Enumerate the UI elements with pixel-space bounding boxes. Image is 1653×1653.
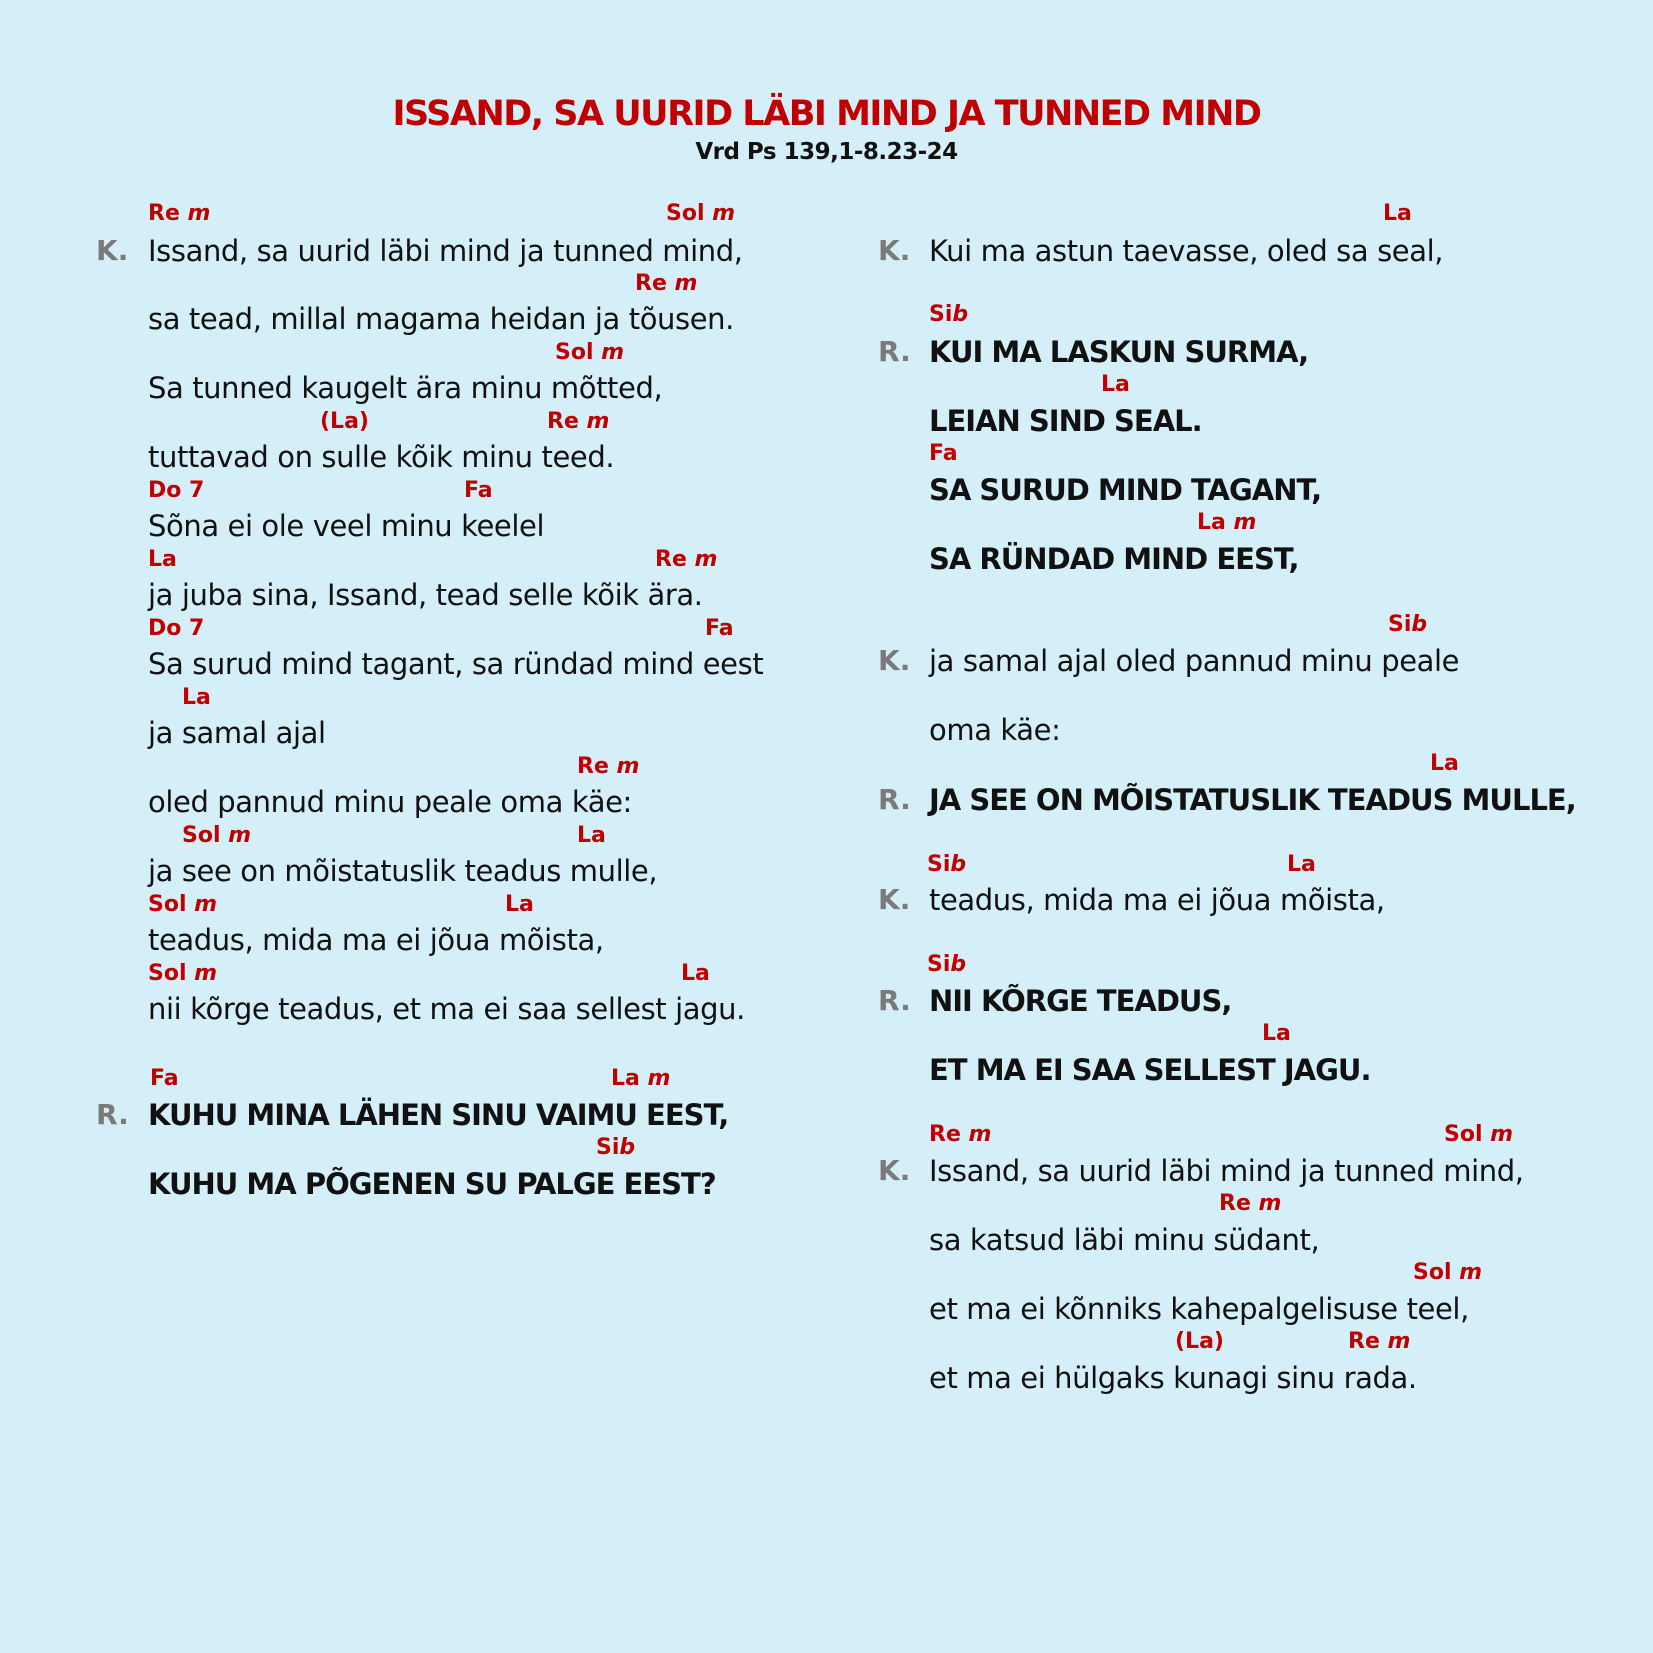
chord-sol-minor: Sol m [555, 340, 625, 365]
chord-fa: Fa [150, 1066, 179, 1091]
chord-la: La [1383, 201, 1412, 226]
chord-sol-minor: Sol m [148, 892, 218, 917]
refrain-line: KUI MA LASKUN SURMA, [929, 335, 1309, 369]
chord-fa: Fa [929, 441, 958, 466]
lyric-line: Issand, sa uurid läbi mind ja tunned mind, [929, 1154, 1524, 1188]
chord-sol-minor: Sol m [1413, 1260, 1483, 1285]
role-cantor: K. [878, 644, 911, 677]
refrain-line: JA SEE ON MÕISTATUSLIK TEADUS MULLE, [929, 783, 1576, 817]
refrain-line: KUHU MINA LÄHEN SINU VAIMU EEST, [148, 1098, 729, 1132]
chord-sol-minor: Sol m [148, 961, 218, 986]
chord-la-minor: La m [611, 1066, 671, 1091]
refrain-line: SA SURUD MIND TAGANT, [929, 473, 1322, 507]
role-response: R. [878, 783, 911, 816]
song-reference: Vrd Ps 139,1-8.23-24 [695, 139, 958, 165]
role-response: R. [96, 1098, 129, 1131]
chord-la: La [1101, 372, 1130, 397]
chord-la-optional: (La) [1175, 1329, 1224, 1354]
lyric-line: et ma ei hülgaks kunagi sinu rada. [929, 1361, 1417, 1395]
lyric-line: Issand, sa uurid läbi mind ja tunned mind, [148, 234, 743, 268]
chord-la: La [148, 547, 177, 572]
lyric-line: tuttavad on sulle kõik minu teed. [148, 440, 615, 474]
chord-la-optional: (La) [320, 409, 369, 434]
chord-la: La [681, 961, 710, 986]
chord-re-minor: Re m [547, 409, 610, 434]
lyric-line: nii kõrge teadus, et ma ei saa sellest jagu. [148, 992, 745, 1026]
chord-fa: Fa [464, 478, 493, 503]
refrain-line: LEIAN SIND SEAL. [929, 404, 1202, 438]
lyric-line: ja samal ajal oled pannud minu peale [929, 644, 1460, 678]
lyric-line: oma käe: [929, 713, 1061, 747]
chord-re-minor: Re m [635, 271, 698, 296]
chord-si-flat: Sib [927, 852, 967, 877]
chord-la: La [1262, 1021, 1291, 1046]
chord-fa: Fa [705, 616, 734, 641]
role-cantor: K. [878, 883, 911, 916]
lyric-line: ja juba sina, Issand, tead selle kõik ära. [148, 578, 703, 612]
lyric-line: sa katsud läbi minu südant, [929, 1223, 1320, 1257]
refrain-line: SA RÜNDAD MIND EEST, [929, 542, 1299, 576]
refrain-line: KUHU MA PÕGENEN SU PALGE EEST? [148, 1167, 716, 1201]
lyric-line: teadus, mida ma ei jõua mõista, [148, 923, 604, 957]
lyric-line: ja see on mõistatuslik teadus mulle, [148, 854, 658, 888]
chord-sol-minor: Sol m [182, 823, 252, 848]
lyric-line: Sõna ei ole veel minu keelel [148, 509, 545, 543]
chord-si-flat: Sib [927, 952, 967, 977]
chord-do7: Do 7 [148, 478, 205, 503]
chord-re-minor: Re m [655, 547, 718, 572]
role-cantor: K. [878, 1154, 911, 1187]
lyric-line: ja samal ajal [148, 716, 326, 750]
chord-la: La [182, 685, 211, 710]
lyric-line: et ma ei kõnniks kahepalgelisuse teel, [929, 1292, 1469, 1326]
role-cantor: K. [96, 234, 129, 267]
lyric-line: oled pannud minu peale oma käe: [148, 785, 632, 819]
chord-do7: Do 7 [148, 616, 205, 641]
lyric-line: Sa tunned kaugelt ära minu mõtted, [148, 371, 663, 405]
chord-la: La [577, 823, 606, 848]
lyric-line: sa tead, millal magama heidan ja tõusen. [148, 302, 734, 336]
chord-si-flat: Sib [596, 1135, 636, 1160]
chord-re-minor: Re m [929, 1122, 992, 1147]
chord-re-minor: Re m [1348, 1329, 1411, 1354]
chord-si-flat: Sib [1388, 612, 1428, 637]
chord-sol-minor: Sol m [1444, 1122, 1514, 1147]
chord-la: La [505, 892, 534, 917]
chord-sol-minor: Sol m [666, 201, 736, 226]
chord-re-minor: Re m [148, 201, 211, 226]
chord-re-minor: Re m [577, 754, 640, 779]
role-cantor: K. [878, 234, 911, 267]
chord-la-minor: La m [1197, 510, 1257, 535]
lyric-line: Sa surud mind tagant, sa ründad mind eest [148, 647, 764, 681]
chord-la: La [1430, 751, 1459, 776]
refrain-line: ET MA EI SAA SELLEST JAGU. [929, 1053, 1371, 1087]
role-response: R. [878, 335, 911, 368]
refrain-line: NII KÕRGE TEADUS, [929, 984, 1232, 1018]
lyric-line: teadus, mida ma ei jõua mõista, [929, 883, 1385, 917]
chord-re-minor: Re m [1219, 1191, 1282, 1216]
role-response: R. [878, 984, 911, 1017]
chord-la: La [1287, 852, 1316, 877]
chord-si-flat: Sib [929, 302, 969, 327]
lyric-line: Kui ma astun taevasse, oled sa seal, [929, 234, 1444, 268]
song-title: ISSAND, SA UURID LÄBI MIND JA TUNNED MIND [392, 94, 1261, 134]
